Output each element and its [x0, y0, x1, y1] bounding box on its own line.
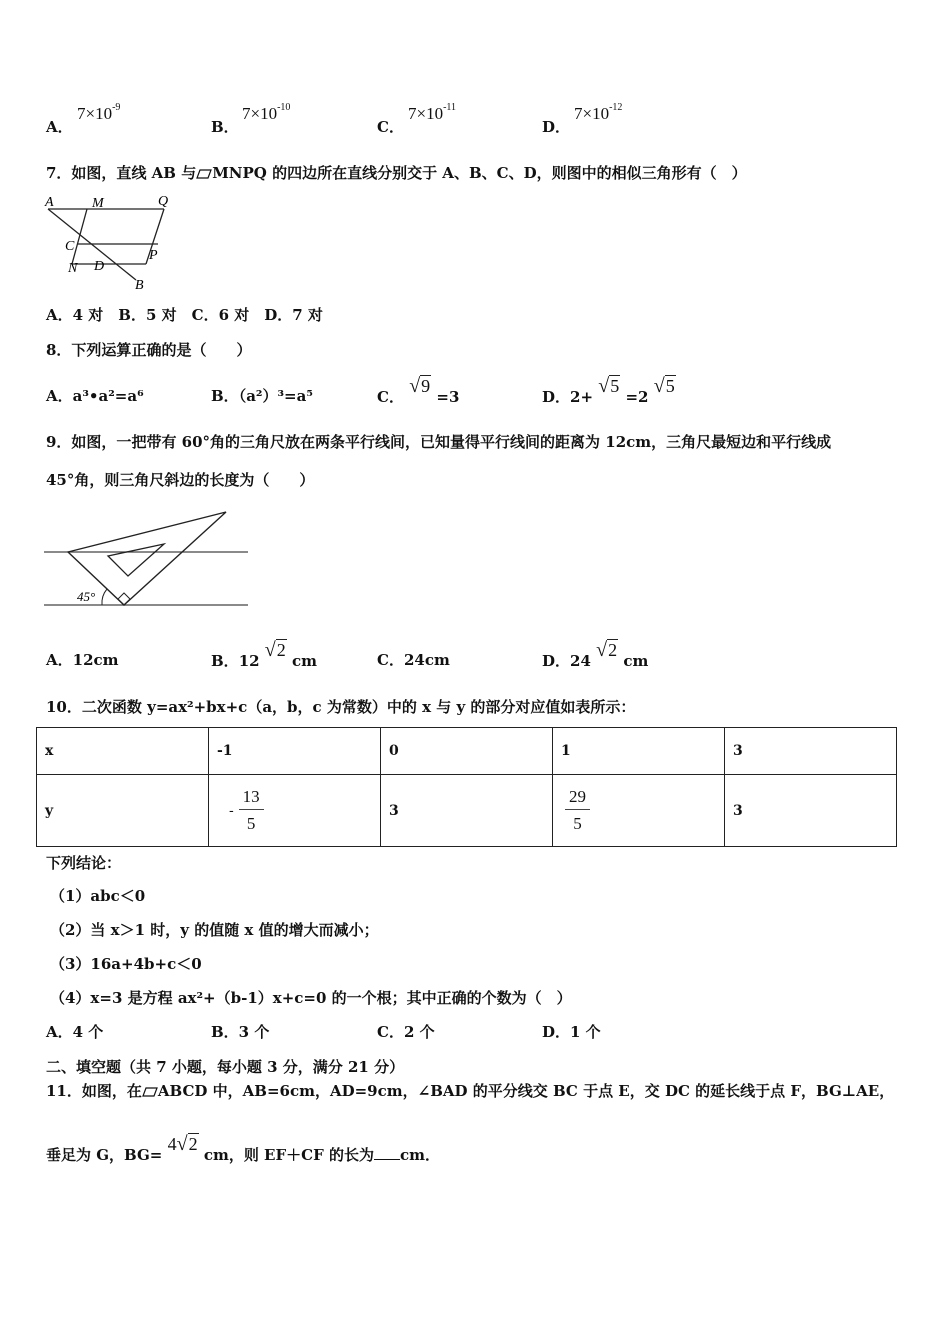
q9-stem-line2: 45°角，则三角尺斜边的长度为（ ） — [46, 471, 315, 489]
label-c: C — [65, 239, 75, 254]
table-cell: -1 — [209, 728, 381, 775]
table-cell — [209, 775, 381, 847]
q10-stem: 10．二次函数 y=ax²+bx+c（a，b，c 为常数）中的 x 与 y 的部分对应值如表所示： — [46, 698, 636, 716]
label-p: P — [149, 248, 158, 263]
q8-option-b: B．（a²）³=a⁵ — [211, 387, 313, 405]
q10-option-b: B．3 个 — [211, 1023, 270, 1041]
q6-option-a: A． — [46, 118, 73, 136]
section-2-title: 二、填空题（共 7 小题，每小题 3 分，满分 21 分） — [46, 1058, 405, 1076]
q6-option-c: C． — [377, 118, 404, 136]
fraction-29-5: $\frac{29}{5}$ — [565, 787, 590, 834]
q11-line2: 垂足为 G，BG= 4√2 cm，则 EF＋CF 的长为 cm． — [46, 1133, 440, 1164]
q8-option-c: C． √9 =3 — [377, 375, 460, 406]
q8-option-a: A．a³•a²=a⁶ — [46, 387, 144, 405]
right-angle-mark — [118, 593, 130, 605]
q8-option-d: D．2+ √5 =2 √5 — [542, 375, 675, 406]
q9-option-c: C．24cm — [377, 651, 450, 669]
answer-blank[interactable] — [374, 1145, 400, 1160]
table-cell — [553, 775, 725, 847]
q10-option-d: D．1 个 — [542, 1023, 601, 1041]
bg-value: 4√2 — [167, 1133, 198, 1155]
q6-option-b: B． — [211, 118, 239, 136]
label-d: D — [94, 259, 105, 274]
minus-sign: - — [229, 802, 234, 819]
q10-conclusion-1: （1）abc＜0 — [50, 887, 146, 905]
q10-option-c: C．2 个 — [377, 1023, 435, 1041]
sqrt-2-d: √2 — [596, 639, 618, 661]
table-cell: 3 — [725, 775, 897, 847]
line-mn — [72, 209, 87, 264]
q7-options: A．4 对 B．5 对 C．6 对 D．7 对 — [46, 306, 323, 324]
q8-stem: 8．下列运算正确的是（ ） — [46, 341, 252, 359]
parallelogram-icon — [196, 169, 212, 179]
q10-conclusion-2: （2）当 x＞1 时，y 的值随 x 值的增大而减小； — [50, 921, 379, 939]
q10-conclusion-4: （4）x=3 是方程 ax²+（b-1）x+c=0 的一个根；其中正确的个数为（ ） — [50, 989, 572, 1007]
label-n: N — [68, 261, 78, 276]
label-m: M — [92, 196, 104, 211]
table-cell: 3 — [725, 728, 897, 775]
table-row-x — [37, 728, 897, 775]
q6-option-d: D． — [542, 118, 571, 136]
fraction-13-5: $\frac{13}{5}$ — [239, 787, 264, 834]
label-a: A — [45, 195, 54, 210]
q6-option-a-value: $7\times 10^{-9}$ — [77, 102, 121, 123]
inner-triangle — [108, 544, 164, 576]
angle-arc — [102, 589, 107, 605]
q10-option-a: A．4 个 — [46, 1023, 104, 1041]
q6-option-c-value: $7\times 10^{-11}$ — [408, 102, 457, 123]
q11-line1: 11．如图，在 ABCD 中，AB=6cm，AD=9cm，∠BAD 的平分线交 BC 于点 E，交 DC 的延长线于点 F，BG⊥AE， — [46, 1082, 895, 1100]
parallelogram-icon — [142, 1087, 158, 1097]
table-row-y — [37, 775, 897, 847]
table-cell: 1 — [553, 728, 725, 775]
table-cell: 3 — [381, 775, 553, 847]
q10-value-table — [36, 727, 897, 847]
q9-option-a: A．12cm — [46, 651, 119, 669]
table-cell: 0 — [381, 728, 553, 775]
table-cell-x-header: x — [37, 728, 209, 775]
label-b: B — [135, 278, 144, 292]
q9-option-b: B．12 √2 cm — [211, 639, 318, 670]
sqrt-5-left: √5 — [598, 375, 620, 397]
q10-conclusion-3: （3）16a+4b+c＜0 — [50, 955, 202, 973]
sqrt-9: √9 — [409, 375, 431, 397]
q7-stem: 7．如图，直线 AB 与 MNPQ 的四边所在直线分别交于 A、B、C、D，则图中的相似三角形有（ ） — [46, 164, 747, 182]
q9-figure — [44, 510, 250, 612]
q9-option-d: D．24 √2 cm — [542, 639, 649, 670]
q6-option-d-value: $7\times 10^{-12}$ — [574, 102, 623, 123]
table-cell-y-header: y — [37, 775, 209, 847]
label-q: Q — [158, 194, 169, 209]
q6-option-b-value: $7\times 10^{-10}$ — [242, 102, 291, 123]
sqrt-5-right: √5 — [653, 375, 675, 397]
q7-figure — [40, 192, 180, 292]
angle-label: 45° — [77, 589, 96, 604]
sqrt-2-b: √2 — [264, 639, 286, 661]
q9-stem-line1: 9．如图，一把带有 60°角的三角尺放在两条平行线间，已知量得平行线间的距离为 12cm，三角尺最短边和平行线成 — [46, 433, 832, 451]
q10-conclusions-title: 下列结论： — [46, 854, 122, 872]
